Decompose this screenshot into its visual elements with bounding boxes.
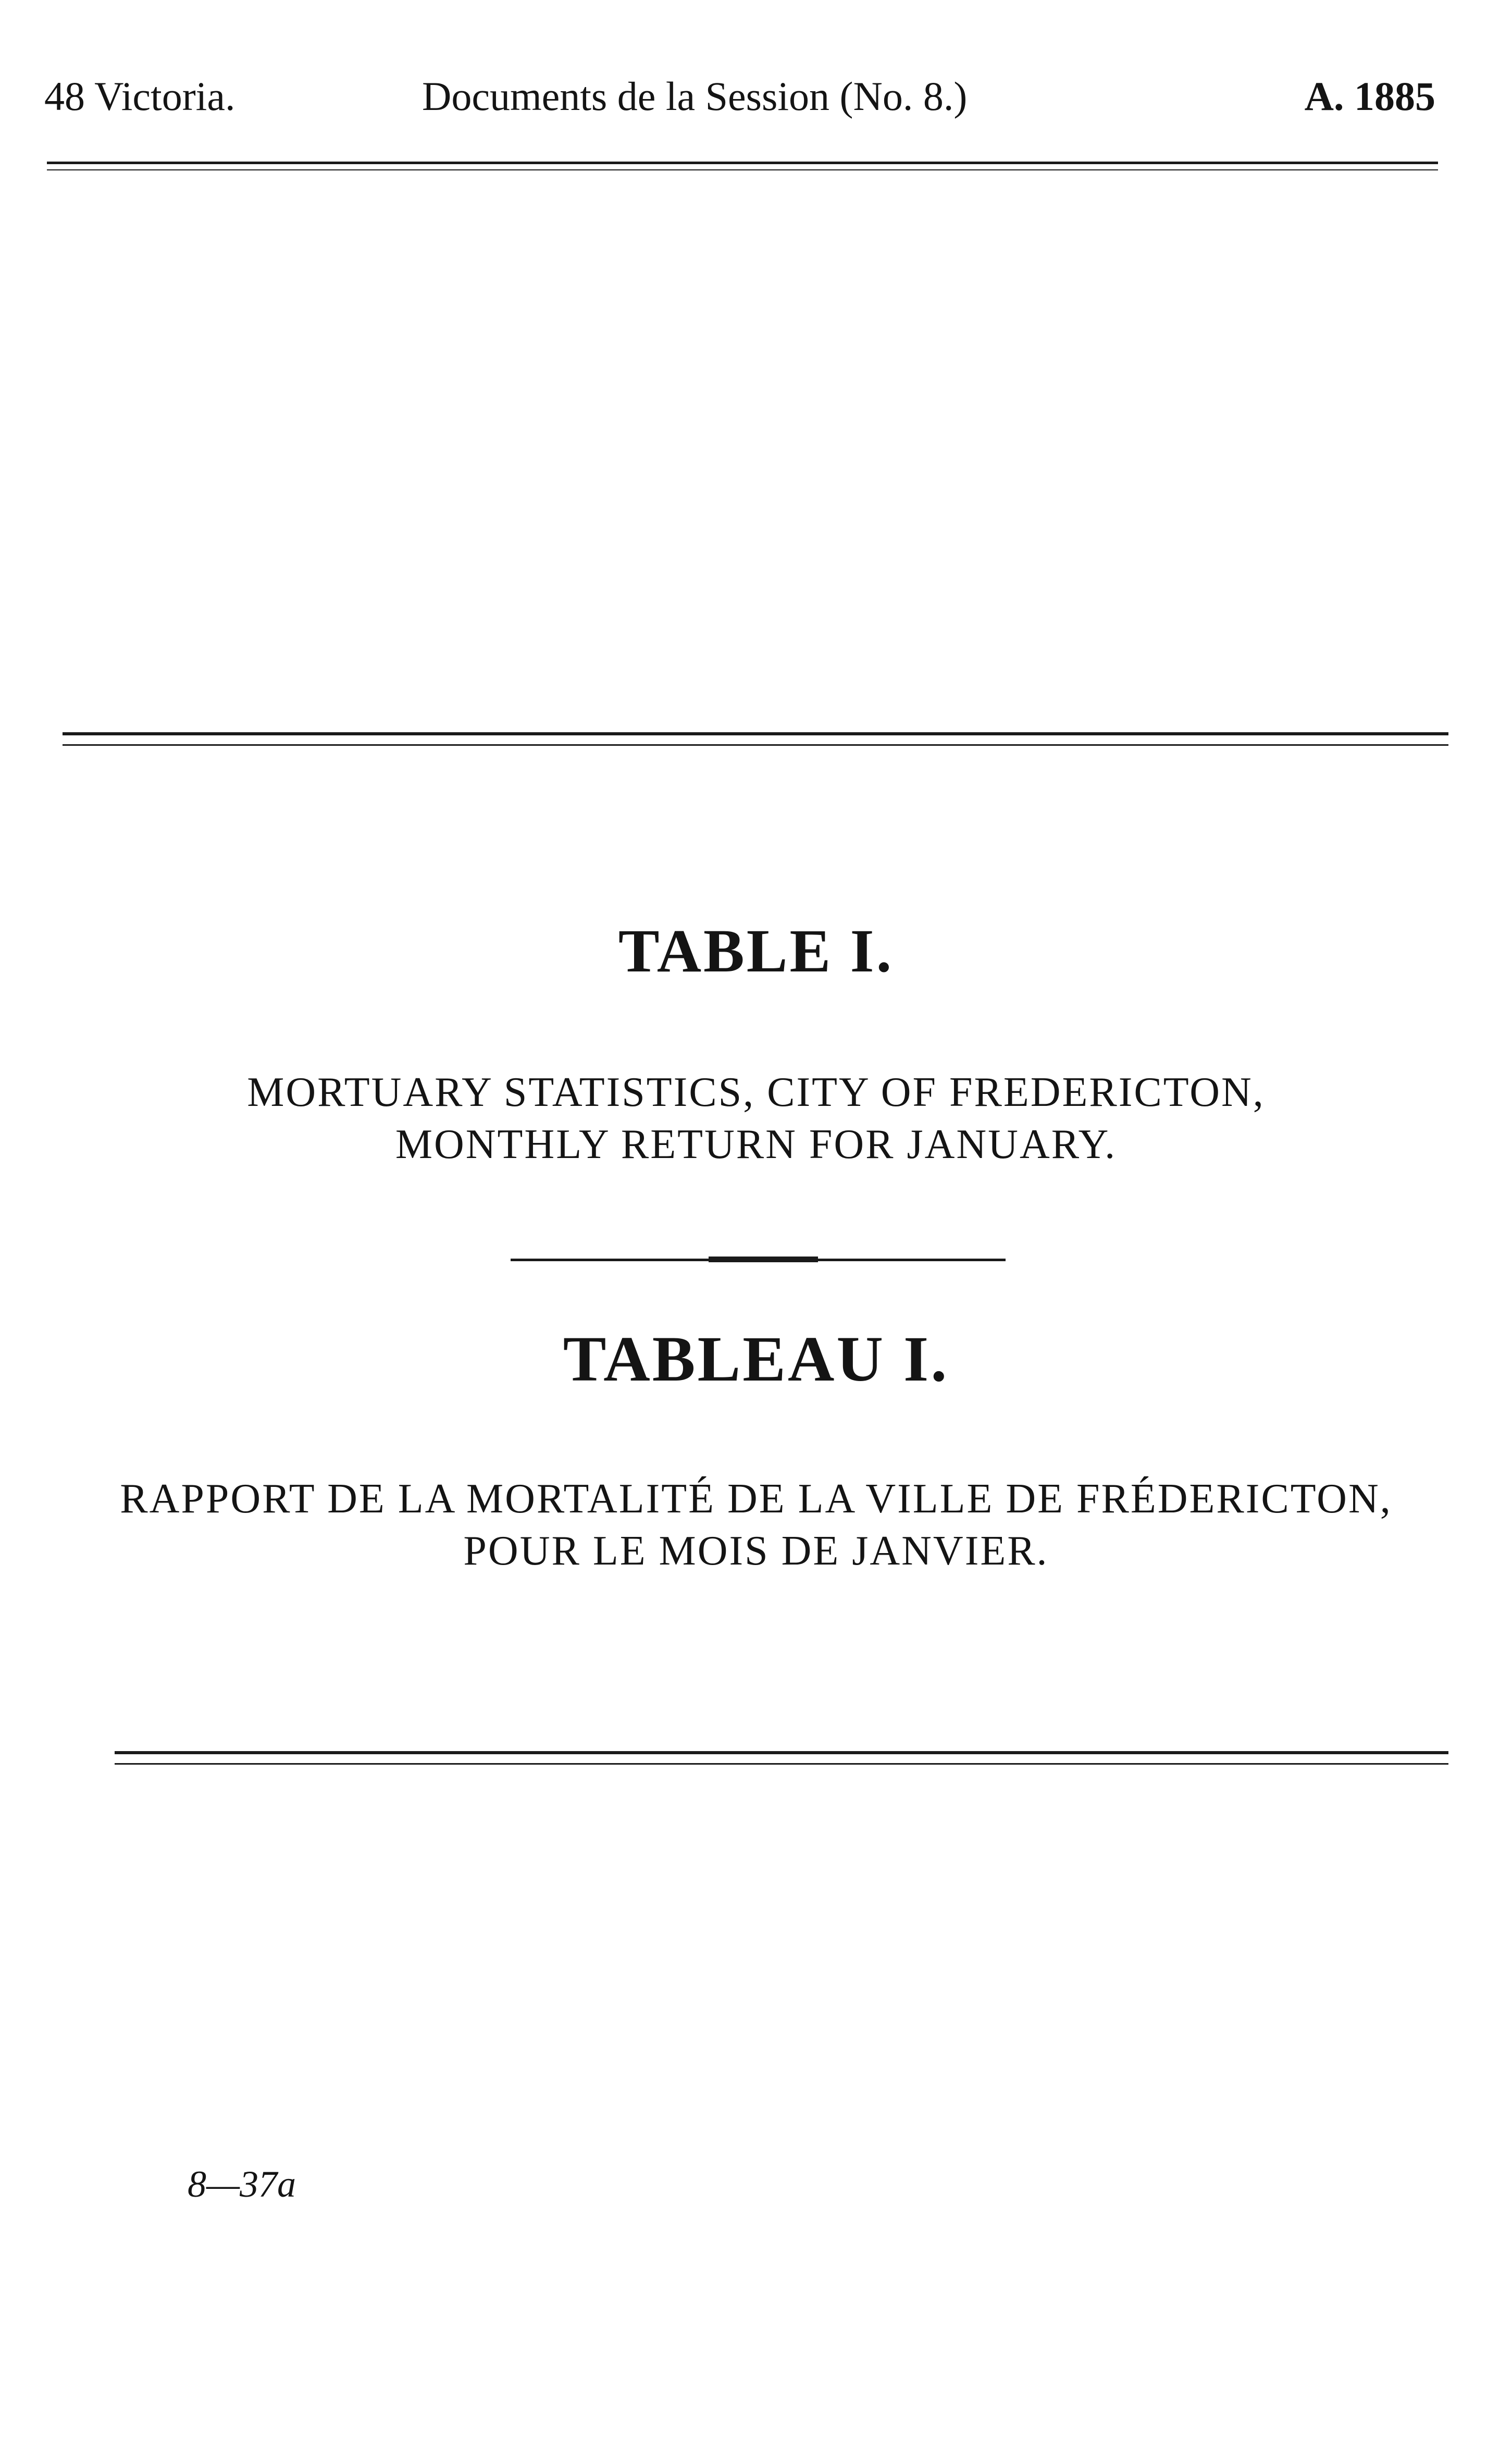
upper-double-rule-top — [63, 732, 1448, 735]
running-head — [44, 73, 1435, 120]
table-title-en: TABLE I. — [618, 917, 894, 985]
table-subtitle-en-line2: MONTHLY RETURN FOR JANUARY. — [395, 1122, 1117, 1167]
table-subtitle-en-line1: MORTUARY STATISTICS, CITY OF FREDERICTON, — [247, 1069, 1265, 1115]
document-signature-number: 8—37a — [188, 2163, 296, 2205]
header-rule — [47, 162, 1438, 164]
header-rule-thin — [47, 169, 1438, 170]
upper-double-rule-bottom — [63, 744, 1448, 746]
header-volume: 48 Victoria. — [44, 73, 236, 119]
header-year: A. 1885 — [1304, 73, 1435, 119]
table-subtitle-fr-line1: RAPPORT DE LA MORTALITÉ DE LA VILLE DE FRÉDERICTON, — [120, 1476, 1392, 1522]
table-subtitle-fr-line2: POUR LE MOIS DE JANVIER. — [463, 1528, 1049, 1574]
table-title-fr: TABLEAU I. — [563, 1323, 949, 1395]
section-separator-mark — [709, 1257, 818, 1262]
lower-double-rule-top — [115, 1751, 1448, 1754]
header-session-title: Documents de la Session (No. 8.) — [422, 73, 968, 119]
lower-double-rule-bottom — [115, 1763, 1448, 1765]
